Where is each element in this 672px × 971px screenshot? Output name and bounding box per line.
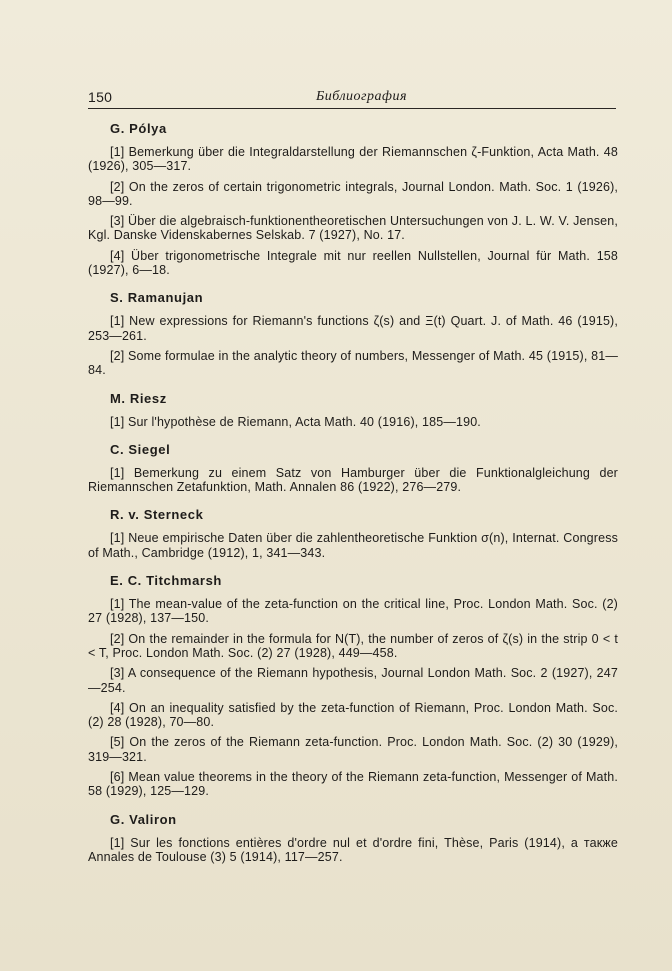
author-name: E. C. Titchmarsh	[110, 573, 222, 589]
bibliography-entry: [1] New expressions for Riemann's functions ζ(s) and Ξ(t) Quart. J. of Math. 46 (1915), 253—261.	[88, 314, 618, 343]
entry-list	[88, 531, 618, 560]
bibliography-entry: [1] Sur les fonctions entières d'ordre nul et d'ordre fini, Thèse, Paris (1914), а также Annales de Toulouse (3) 5 (1914), 117—257.	[88, 835, 618, 864]
author-block	[88, 120, 618, 277]
page-number: 150	[88, 89, 113, 105]
entry-list	[88, 466, 618, 495]
author-name: M. Riesz	[110, 390, 167, 406]
author-block	[88, 441, 618, 495]
bibliography-entry: [4] On an inequality satisfied by the zeta-function of Riemann, Proc. London Math. Soc. (2) 28 (1928), 70—80.	[88, 700, 618, 730]
bibliography-entry: [1] Neue empirische Daten über die zahlentheoretische Funktion σ(n), Internat. Congress of Math., Cambridge (1912), 1, 341—343.	[88, 531, 618, 560]
author-block	[88, 506, 618, 560]
author-name: G. Valiron	[110, 811, 177, 827]
bibliography-entry: [1] Sur l'hypothèse de Riemann, Acta Math. 40 (1916), 185—190.	[110, 414, 481, 429]
author-block	[88, 572, 618, 799]
page-header	[88, 84, 616, 109]
entry-list	[88, 836, 618, 865]
bibliography-entry: [5] On the zeros of the Riemann zeta-function. Proc. London Math. Soc. (2) 30 (1929), 319—321.	[88, 735, 618, 764]
bibliography-entry: [3] Über die algebraisch-funktionentheoretischen Untersuchungen von J. L. W. V. Jensen, Kgl. Danske Videnskabernes Selskab. 7 (1927), No. 17.	[88, 214, 618, 243]
author-name: G. Pólya	[110, 121, 167, 136]
bibliography-entry: [1] Bemerkung über die Integraldarstellung der Riemannschen ζ-Funktion, Acta Math. 48 (1926), 305—317.	[88, 145, 618, 174]
entry-list	[88, 415, 618, 429]
author-name: C. Siegel	[110, 441, 171, 457]
entry-list	[88, 145, 618, 277]
entry-list	[88, 314, 618, 377]
running-title: Библиография	[316, 89, 407, 104]
bibliography-entry: [4] Über trigonometrische Integrale mit nur reellen Nullstellen, Journal für Math. 158 (1927), 6—18.	[88, 248, 618, 278]
bibliography-entry: [3] A consequence of the Riemann hypothesis, Journal London Math. Soc. 2 (1927), 247—254.	[88, 666, 618, 695]
author-name: R. v. Sterneck	[110, 507, 204, 523]
bibliography-entry: [2] Some formulae in the analytic theory of numbers, Messenger of Math. 45 (1915), 81—84.	[88, 348, 618, 378]
bibliography-entry: [1] The mean-value of the zeta-function on the critical line, Proc. London Math. Soc. (2) 27 (1928), 137—150.	[88, 597, 618, 626]
bibliography-entry: [2] On the remainder in the formula for N(T), the number of zeros of ζ(s) in the strip 0 < t < T, Proc. London Math. Soc. (2) 27 (1928), 449—458.	[88, 631, 618, 660]
author-name: S. Ramanujan	[110, 290, 204, 306]
entry-list	[88, 597, 618, 799]
bibliography-list	[88, 120, 618, 876]
author-block	[88, 390, 618, 429]
bibliography-entry: [1] Bemerkung zu einem Satz von Hamburger über die Funktionalgleichung der Riemannschen Zetafunktion, Math. Annalen 86 (1922), 276—279.	[88, 465, 618, 495]
bibliography-entry: [6] Mean value theorems in the theory of the Riemann zeta-function, Messenger of Math. 58 (1929), 125—129.	[88, 770, 618, 799]
author-block	[88, 811, 618, 865]
author-block	[88, 289, 618, 377]
bibliography-entry: [2] On the zeros of certain trigonometric integrals, Journal London. Math. Soc. 1 (1926), 98—99.	[88, 179, 618, 208]
